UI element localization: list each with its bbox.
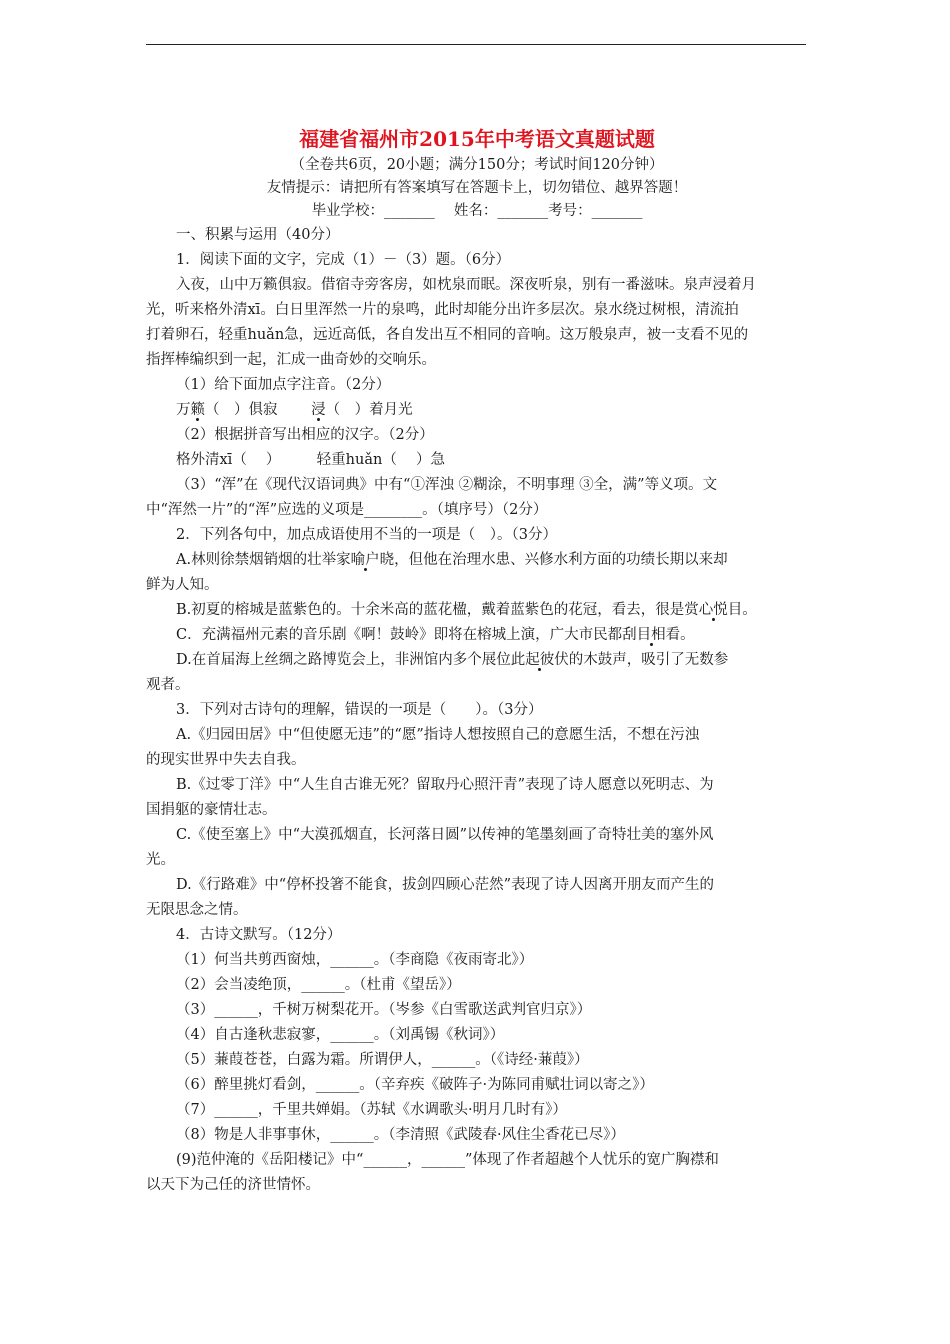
option-text: D.在首届海上丝绸之路博览会上，非洲馆内多个展位 — [176, 652, 511, 668]
item-text: 万 — [176, 402, 191, 418]
recitation-item: (9)范仲淹的《岳阳楼记》中“______，______”体现了作者超越个人忧乐的宽广胸襟和 — [176, 1152, 719, 1168]
pinyin-items — [146, 398, 808, 423]
option-d-line: 观者。 — [146, 677, 190, 693]
option-text: B.初夏的榕城是蓝紫色的。十余米高的蓝花楹，戴着蓝紫色的花冠，看去，很是 — [176, 602, 685, 618]
option-a-line: 的现实世界中失去自我。 — [146, 752, 306, 768]
recitation-item: （7）______，千里共婵娟。（苏轼《水调歌头·明月几时有》） — [176, 1102, 567, 1118]
subquestion-heading: （1）给下面加点字注音。（2分） — [176, 377, 391, 393]
option-text: C．充满福州元素的音乐剧《啊！鼓岭》即将在榕城上演，广大市民都 — [176, 627, 623, 643]
subquestion-line: 中“浑然一片”的“浑”应选的义项是________。（填序号）（2分） — [146, 502, 548, 518]
recitation-item: （1）何当共剪西窗烛，______。（李商隐《夜雨寄北》） — [176, 952, 534, 968]
recitation-item: （3）______，千树万树梨花开。（岑参《白雪歌送武判官归京》） — [176, 1002, 592, 1018]
option-a-line: A.《归园田居》中“但使愿无违”的“愿”指诗人想按照自己的意愿生活，不想在污浊 — [176, 727, 700, 743]
student-info-line: 毕业学校：_______ 姓名：_______考号：_______ — [311, 203, 643, 219]
option-text: 的木鼓声，吸引了无数参 — [568, 652, 729, 668]
header-rule — [146, 44, 806, 45]
option-c-line: C.《使至塞上》中“大漠孤烟直，长河落日圆”以传神的笔墨刻画了奇特壮美的塞外风 — [176, 827, 714, 843]
dotted-idiom: 家喻户晓 — [336, 552, 395, 568]
item-text: （ ）俱寂 — [205, 402, 312, 418]
dotted-char: 籁 — [190, 402, 205, 418]
question-3-heading: 3．下列对古诗句的理解，错误的一项是（ ）。（3分） — [176, 702, 543, 718]
option-text: 。 — [742, 602, 757, 618]
option-a-line: 鲜为人知。 — [146, 577, 219, 593]
exam-subtitle: （全卷共6页，20小题；满分150分；考试时间120分钟） — [290, 157, 664, 173]
option-text: ，但他在治理水患、兴修水利方面的功绩长期以来却 — [394, 552, 728, 568]
subquestion-heading: （2）根据拼音写出相应的汉字。（2分） — [176, 427, 434, 443]
dotted-idiom: 刮目相看 — [622, 627, 681, 643]
option-d-line: 无限思念之情。 — [146, 902, 248, 918]
option-d-line — [146, 648, 808, 673]
notice-text: 友情提示：请把所有答案填写在答题卡上，切勿错位、越界答题！ — [266, 180, 688, 196]
passage-line: 入夜，山中万籁俱寂。借宿寺旁客房，如枕泉而眠。深夜听泉，别有一番滋味。泉声浸着月 — [176, 277, 756, 293]
option-b-line: 国捐躯的豪情壮志。 — [146, 802, 277, 818]
option-b-line: B.《过零丁洋》中“人生自古谁无死？留取丹心照汗青”表现了诗人愿意以死明志、为 — [176, 777, 714, 793]
option-b-line — [146, 598, 808, 623]
item-text: （ ）着月光 — [325, 402, 413, 418]
question-4-heading: 4．古诗文默写。（12分） — [176, 927, 342, 943]
hanzi-items: 格外清xī（ ） 轻重huǎn（ ）急 — [176, 452, 445, 468]
option-c-line: 光。 — [146, 852, 175, 868]
option-d-line: D.《行路难》中“停杯投箸不能食，拔剑四顾心茫然”表现了诗人因离开朋友而产生的 — [176, 877, 715, 893]
exam-page — [146, 124, 808, 1198]
option-text: A.林则徐禁烟销烟的壮举 — [176, 552, 337, 568]
section-heading: 一、积累与运用（40分） — [176, 227, 340, 243]
dotted-idiom: 此起彼伏 — [510, 652, 569, 668]
option-text: 。 — [680, 627, 695, 643]
recitation-item: （2）会当凌绝顶，______。（杜甫《望岳》） — [176, 977, 461, 993]
exam-title: 福建省福州市2015年中考语文真题试题 — [299, 127, 655, 151]
passage-line: 指挥棒编织到一起，汇成一曲奇妙的交响乐。 — [146, 352, 436, 368]
question-1-heading: 1．阅读下面的文字，完成（1）－（3）题。（6分） — [176, 252, 511, 268]
passage-line: 光，听来格外清xī。白日里浑然一片的泉鸣，此时却能分出许多层次。泉水绕过树根，清流拍 — [146, 302, 739, 318]
question-2-heading: 2．下列各句中，加点成语使用不当的一项是（ ）。（3分） — [176, 527, 557, 543]
recitation-item: （8）物是人非事事休，______。（李清照《武陵春·风住尘香花已尽》） — [176, 1127, 625, 1143]
recitation-item: （5）蒹葭苍苍，白露为霜。所谓伊人，______。（《诗经·蒹葭》） — [176, 1052, 589, 1068]
subquestion-line: （3）“浑”在《现代汉语词典》中有“①浑浊 ②糊涂，不明事理 ③全，满”等义项。文 — [176, 477, 718, 493]
option-c-line — [146, 623, 808, 648]
passage-line: 打着卵石，轻重huǎn急，远近高低，各自发出互不相同的音响。这万般泉声，被一支看不见的 — [146, 327, 749, 343]
recitation-item: 以天下为己任的济世情怀。 — [146, 1177, 320, 1193]
dotted-char: 浸 — [311, 402, 326, 418]
recitation-item: （4）自古逢秋悲寂寥，______。（刘禹锡《秋词》） — [176, 1027, 505, 1043]
recitation-item: （6）醉里挑灯看剑，______。（辛弃疾《破阵子·为陈同甫赋壮词以寄之》） — [176, 1077, 654, 1093]
option-a-line — [146, 548, 808, 573]
dotted-idiom: 赏心悦目 — [684, 602, 743, 618]
